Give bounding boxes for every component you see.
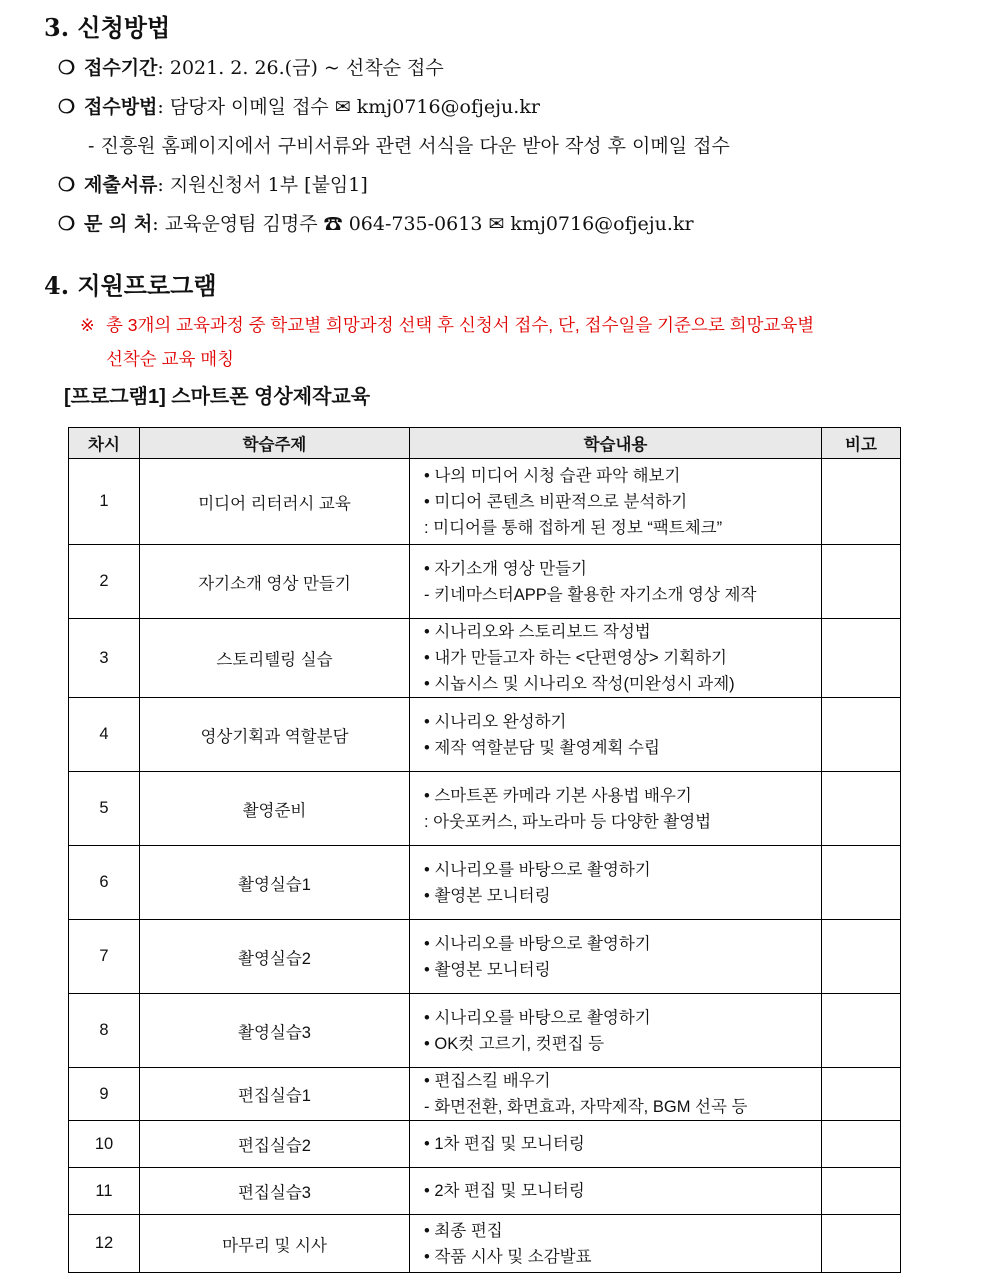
content-line: • 시나리오를 바탕으로 촬영하기: [424, 1008, 651, 1027]
session-topic: 마무리 및 시사: [140, 1215, 410, 1273]
content-line: • 시놉시스 및 시나리오 작성(미완성시 과제): [424, 675, 735, 693]
application-method: [58, 92, 540, 119]
program-title: [프로그램1] 스마트폰 영상제작교육: [64, 386, 371, 408]
info-label: 문 의 처: [84, 213, 153, 235]
content-line: • 1차 편집 및 모니터링: [424, 1135, 585, 1153]
session-note: [822, 772, 901, 846]
session-topic: 편집실습1: [140, 1068, 410, 1121]
info-value: : 교육운영팀 김명주 ☎ 064-735-0613 ✉ kmj0716@ofjeju.kr: [152, 213, 694, 235]
notice-line-2: 선착순 교육 매칭: [106, 349, 235, 369]
session-number: 6: [69, 846, 140, 920]
table-row: [69, 1215, 901, 1273]
content-line: • 촬영본 모니터링: [424, 960, 551, 979]
session-topic: 편집실습2: [140, 1121, 410, 1168]
header-note: 비고: [822, 428, 901, 459]
table-row: [69, 772, 901, 846]
session-note: [822, 1121, 901, 1168]
content-line: • 미디어 콘텐츠 비판적으로 분석하기: [424, 492, 688, 511]
session-content: [410, 619, 822, 698]
session-content: [410, 1168, 822, 1215]
content-line: : 아웃포커스, 파노라마 등 다양한 촬영법: [424, 812, 712, 831]
content-line: - 키네마스터APP을 활용한 자기소개 영상 제작: [424, 585, 757, 604]
session-number: 1: [69, 459, 140, 545]
session-content: [410, 545, 822, 619]
content-line: • 최종 편집: [424, 1221, 503, 1240]
header-topic: 학습주제: [140, 428, 410, 459]
notice-text: [80, 308, 960, 376]
session-number: 7: [69, 920, 140, 994]
content-line: • 시나리오를 바탕으로 촬영하기: [424, 860, 651, 879]
session-topic: 촬영실습2: [140, 920, 410, 994]
content-line: • 내가 만들고자 하는 <단편영상> 기획하기: [424, 649, 727, 667]
content-line: - 화면전환, 화면효과, 자막제작, BGM 선곡 등: [424, 1098, 748, 1116]
session-note: [822, 698, 901, 772]
content-line: • 시나리오 완성하기: [424, 712, 567, 731]
session-note: [822, 459, 901, 545]
session-content: [410, 772, 822, 846]
table-row: [69, 619, 901, 698]
content-line: • 시나리오를 바탕으로 촬영하기: [424, 934, 651, 953]
header-session: 차시: [69, 428, 140, 459]
header-content: 학습내용: [410, 428, 822, 459]
application-period: [58, 53, 444, 80]
content-line: • OK컷 고르기, 컷편집 등: [424, 1034, 605, 1053]
session-topic: 영상기획과 역할분담: [140, 698, 410, 772]
session-note: [822, 1068, 901, 1121]
session-number: 5: [69, 772, 140, 846]
session-topic: 편집실습3: [140, 1168, 410, 1215]
session-number: 8: [69, 994, 140, 1068]
section-3-title: 3. 신청방법: [44, 13, 171, 42]
session-content: [410, 1215, 822, 1273]
content-line: • 자기소개 영상 만들기: [424, 559, 587, 578]
table-row: [69, 1121, 901, 1168]
content-line: • 스마트폰 카메라 기본 사용법 배우기: [424, 786, 692, 805]
session-number: 10: [69, 1121, 140, 1168]
session-note: [822, 994, 901, 1068]
content-line: • 나의 미디어 시청 습관 파악 해보기: [424, 466, 681, 485]
session-topic: 촬영준비: [140, 772, 410, 846]
table-row: [69, 545, 901, 619]
table-row: [69, 698, 901, 772]
session-topic: 자기소개 영상 만들기: [140, 545, 410, 619]
session-content: [410, 994, 822, 1068]
content-line: : 미디어를 통해 접하게 된 정보 “팩트체크”: [424, 518, 723, 537]
session-topic: 미디어 리터러시 교육: [140, 459, 410, 545]
table-row: [69, 920, 901, 994]
info-label: 접수방법: [84, 96, 158, 118]
info-value: : 담당자 이메일 접수 ✉ kmj0716@ofjeju.kr: [157, 96, 540, 118]
content-line: • 시나리오와 스토리보드 작성법: [424, 623, 651, 641]
table-row: [69, 1068, 901, 1121]
session-number: 11: [69, 1168, 140, 1215]
session-content: [410, 846, 822, 920]
session-note: [822, 545, 901, 619]
application-sub-note: - 진흥원 홈페이지에서 구비서류와 관련 서식을 다운 받아 작성 후 이메일 접수: [88, 135, 730, 157]
session-number: 9: [69, 1068, 140, 1121]
contact-info: [58, 209, 694, 236]
session-note: [822, 1168, 901, 1215]
session-number: 3: [69, 619, 140, 698]
content-line: • 편집스킬 배우기: [424, 1072, 551, 1090]
session-number: 4: [69, 698, 140, 772]
table-header-row: [69, 428, 901, 459]
session-topic: 촬영실습1: [140, 846, 410, 920]
session-content: [410, 920, 822, 994]
required-documents: [58, 170, 368, 197]
info-label: 제출서류: [84, 174, 158, 196]
section-4-title: 4. 지원프로그램: [44, 271, 217, 300]
info-label: 접수기간: [84, 57, 158, 79]
table-row: [69, 994, 901, 1068]
session-content: [410, 459, 822, 545]
notice-line-1: 총 3개의 교육과정 중 학교별 희망과정 선택 후 신청서 접수, 단, 접수일을 기준으로 희망교육별: [106, 315, 815, 335]
circle-bullet-icon: ❍: [58, 174, 76, 196]
session-number: 2: [69, 545, 140, 619]
content-line: • 작품 시사 및 소감발표: [424, 1247, 592, 1266]
circle-bullet-icon: ❍: [58, 96, 76, 118]
curriculum-table: [68, 427, 901, 1273]
session-note: [822, 619, 901, 698]
reference-mark-icon: ※: [80, 315, 95, 335]
session-content: [410, 1121, 822, 1168]
table-row: [69, 1168, 901, 1215]
circle-bullet-icon: ❍: [58, 57, 76, 79]
session-content: [410, 1068, 822, 1121]
session-note: [822, 1215, 901, 1273]
content-line: • 2차 편집 및 모니터링: [424, 1182, 585, 1200]
session-topic: 촬영실습3: [140, 994, 410, 1068]
table-row: [69, 459, 901, 545]
session-content: [410, 698, 822, 772]
session-topic: 스토리텔링 실습: [140, 619, 410, 698]
info-value: : 지원신청서 1부 [붙임1]: [157, 174, 368, 196]
session-note: [822, 846, 901, 920]
session-number: 12: [69, 1215, 140, 1273]
info-value: : 2021. 2. 26.(금) ~ 선착순 접수: [157, 57, 444, 79]
table-row: [69, 846, 901, 920]
circle-bullet-icon: ❍: [58, 213, 76, 235]
content-line: • 제작 역할분담 및 촬영계획 수립: [424, 738, 660, 757]
content-line: • 촬영본 모니터링: [424, 886, 551, 905]
session-note: [822, 920, 901, 994]
